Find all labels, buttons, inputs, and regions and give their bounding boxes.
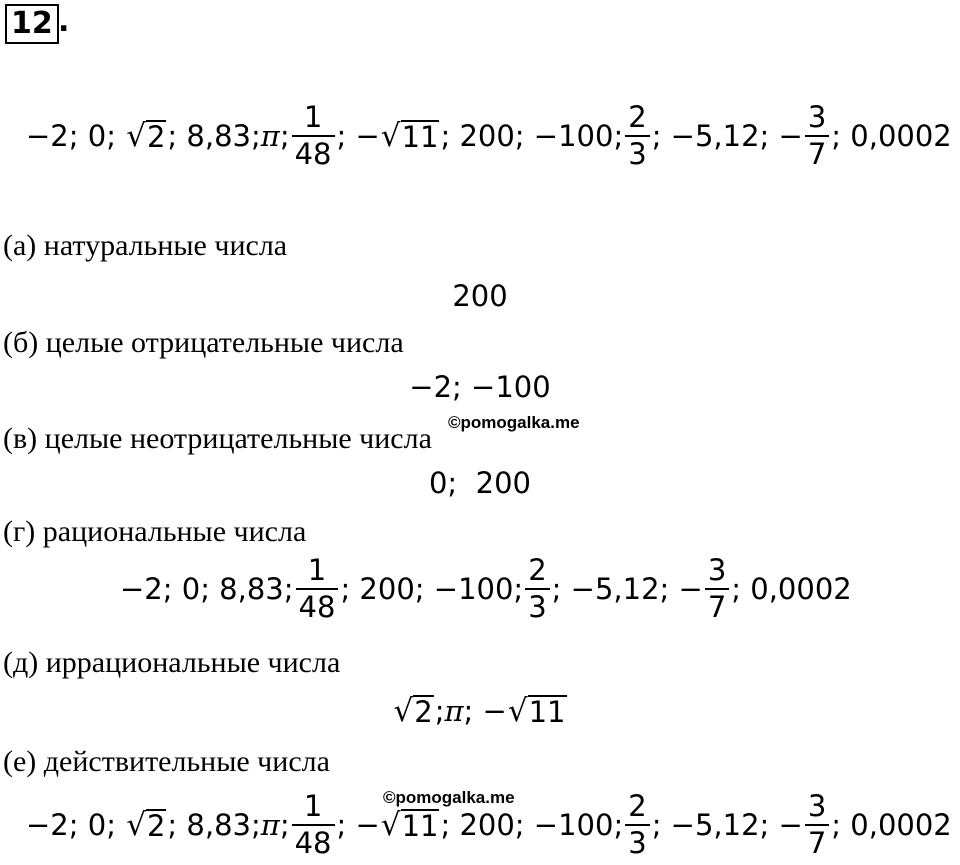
radical-sign: √: [126, 807, 146, 843]
watermark: ©pomogalka.me: [448, 413, 580, 432]
radicand: 11: [401, 809, 439, 843]
radicand: 2: [414, 695, 433, 729]
denominator: 48: [292, 824, 335, 858]
math-text: ; 0,0002: [831, 807, 952, 842]
radicand: 11: [528, 695, 566, 729]
fraction: [525, 553, 549, 624]
section-c-answer: [0, 466, 960, 500]
numerator: 1: [303, 100, 323, 134]
math-text: −2; −100: [409, 370, 551, 404]
numerator: 3: [807, 789, 827, 823]
radical-sign: √: [126, 118, 146, 154]
radicand: 2: [146, 809, 166, 843]
problem-number: 12: [5, 4, 59, 44]
math-text: ; −: [336, 807, 380, 842]
square-root: [508, 695, 567, 727]
math-text: 200: [452, 279, 508, 313]
section-a-label: (а) натуральные числа: [3, 229, 288, 262]
math-text: ; 8,83;: [167, 807, 261, 842]
section-e-answer: [0, 695, 960, 727]
math-text: ;: [434, 693, 445, 728]
fraction: [292, 100, 335, 171]
math-text: −2; 0;: [26, 807, 126, 842]
radical-sign: √: [393, 693, 414, 729]
square-root: [126, 809, 166, 841]
math-text: ; −: [463, 693, 507, 728]
watermark: ©pomogalka.me: [383, 788, 515, 807]
math-text: ; 8,83;: [167, 118, 261, 153]
denominator: 48: [292, 135, 335, 169]
section-f-answer: [26, 789, 952, 860]
numerator: 2: [628, 789, 647, 823]
radical-sign: √: [380, 807, 401, 843]
fraction: [292, 789, 335, 860]
pi-symbol: π: [260, 118, 280, 153]
numerator: 1: [303, 789, 323, 823]
math-text: ; 200; −100;: [440, 807, 624, 842]
section-a-answer: [0, 279, 960, 313]
denominator: 3: [625, 824, 649, 858]
pi-symbol: π: [260, 807, 280, 842]
denominator: 48: [296, 588, 339, 622]
fraction: [705, 553, 729, 624]
numerator: 2: [628, 100, 647, 134]
section-d-label: (г) рациональные числа: [3, 515, 307, 548]
radical-sign: √: [507, 693, 528, 729]
denominator: 3: [525, 588, 549, 622]
section-f-label: (е) действительные числа: [3, 745, 330, 778]
math-text: ;: [279, 118, 290, 153]
section-b-answer: [0, 370, 960, 404]
square-root: [381, 809, 440, 841]
math-text: ; −5,12; −: [651, 807, 803, 842]
denominator: 7: [805, 135, 829, 169]
math-text: −2; 0;: [26, 118, 126, 153]
numerator: 3: [707, 553, 727, 587]
fraction: [805, 100, 829, 171]
fraction: [296, 553, 339, 624]
square-root: [126, 120, 166, 152]
math-text: ; 0,0002: [831, 118, 952, 153]
fraction: [805, 789, 829, 860]
numerator: 2: [528, 553, 547, 587]
section-d-answer: [120, 553, 852, 624]
math-text: ; 0,0002: [731, 571, 852, 606]
square-root: [393, 695, 433, 727]
denominator: 3: [625, 135, 649, 169]
numerator: 1: [307, 553, 327, 587]
square-root: [381, 120, 440, 152]
math-text: 0; 200: [428, 466, 531, 500]
fraction: [625, 100, 649, 171]
radicand: 2: [146, 120, 166, 154]
math-text: ; −5,12; −: [651, 118, 803, 153]
math-text: ; −5,12; −: [551, 571, 703, 606]
radicand: 11: [401, 120, 439, 154]
radical-sign: √: [380, 118, 401, 154]
section-c-label: (в) целые неотрицательные числа: [3, 422, 432, 455]
denominator: 7: [705, 588, 729, 622]
section-b-label: (б) целые отрицательные числа: [3, 326, 404, 359]
math-text: ; 200; −100;: [340, 571, 524, 606]
section-e-label: (д) иррациональные числа: [3, 646, 341, 679]
math-text: ;: [279, 807, 290, 842]
given-numbers: [26, 100, 952, 171]
math-text: ; −: [336, 118, 380, 153]
numerator: 3: [807, 100, 827, 134]
math-text: −2; 0; 8,83;: [120, 571, 294, 606]
math-text: ; 200; −100;: [440, 118, 624, 153]
problem-number-dot: .: [58, 4, 70, 39]
pi-symbol: π: [444, 693, 464, 728]
fraction: [625, 789, 649, 860]
denominator: 7: [805, 824, 829, 858]
